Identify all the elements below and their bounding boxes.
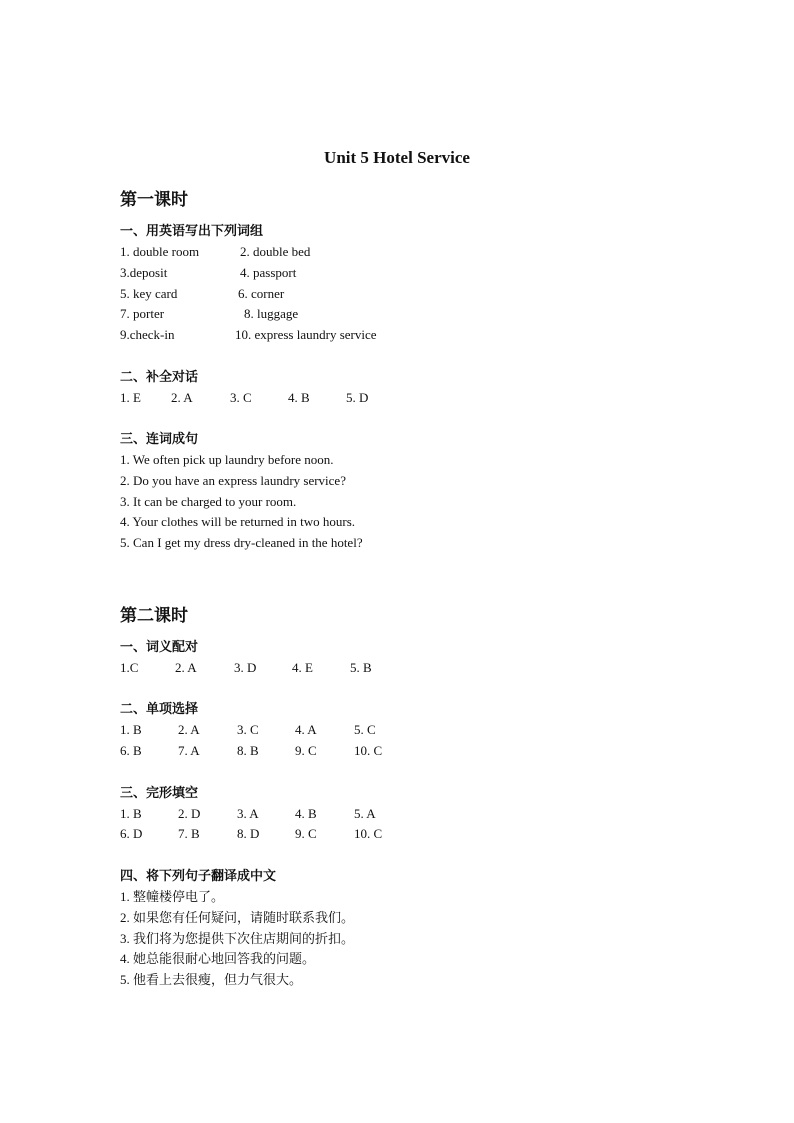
answer-item: 6. B: [120, 743, 142, 758]
answer-item: 5. D: [346, 390, 369, 405]
lesson-1-part-3-heading: 三、连词成句: [120, 431, 199, 446]
answer-item: 10. C: [354, 743, 383, 758]
answer-item: 10. C: [354, 826, 383, 841]
answer-item: 8. D: [237, 826, 260, 841]
answer-item: 1. B: [120, 806, 142, 821]
vocab-item: 7. porter: [120, 306, 165, 321]
answer-item: 2. A: [178, 722, 200, 737]
sentence-line: 5. Can I get my dress dry-cleaned in the hotel?: [120, 535, 363, 550]
lesson-2-part-4-heading: 四、将下列句子翻译成中文: [120, 868, 277, 883]
answer-item: 1. E: [120, 390, 141, 405]
answer-item: 6. D: [120, 826, 143, 841]
sentence-line: 3. It can be charged to your room.: [120, 494, 297, 509]
lesson-1-part-2-heading: 二、补全对话: [120, 369, 199, 384]
vocab-item: 3.deposit: [120, 265, 168, 280]
document-title: Unit 5 Hotel Service: [324, 148, 470, 167]
answer-item: 3. A: [237, 806, 259, 821]
translation-line: 4. 她总能很耐心地回答我的问题。: [120, 951, 316, 966]
answer-item: 5. C: [354, 722, 376, 737]
translation-line: 1. 整幢楼停电了。: [120, 889, 225, 904]
answer-item: 2. A: [175, 660, 197, 675]
vocab-item: 5. key card: [120, 286, 178, 301]
answer-item: 2. D: [178, 806, 201, 821]
answer-item: 4. A: [295, 722, 317, 737]
answer-item: 9. C: [295, 826, 317, 841]
answer-item: 5. A: [354, 806, 376, 821]
lesson-2-part-2-heading: 二、单项选择: [120, 701, 199, 716]
answer-item: 3. D: [234, 660, 257, 675]
answer-item: 4. B: [288, 390, 310, 405]
lesson-1-heading: 第一课时: [120, 190, 188, 209]
answer-item: 8. B: [237, 743, 259, 758]
answer-item: 2. A: [171, 390, 193, 405]
vocab-item: 6. corner: [238, 286, 285, 301]
answer-item: 4. E: [292, 660, 313, 675]
vocab-item: 4. passport: [240, 265, 297, 280]
translation-line: 2. 如果您有任何疑问，请随时联系我们。: [120, 910, 355, 925]
answer-item: 7. B: [178, 826, 200, 841]
vocab-item: 10. express laundry service: [235, 327, 377, 342]
answer-item: 4. B: [295, 806, 317, 821]
sentence-line: 4. Your clothes will be returned in two hours.: [120, 514, 356, 529]
vocab-item: 1. double room: [120, 244, 200, 259]
answer-item: 1.C: [120, 660, 139, 675]
answer-item: 1. B: [120, 722, 142, 737]
answer-item: 9. C: [295, 743, 317, 758]
translation-line: 5. 他看上去很瘦，但力气很大。: [120, 972, 303, 987]
answer-item: 3. C: [230, 390, 252, 405]
vocab-item: 2. double bed: [240, 244, 311, 259]
sentence-line: 2. Do you have an express laundry service?: [120, 473, 346, 488]
vocab-item: 9.check-in: [120, 327, 175, 342]
lesson-2-part-3-heading: 三、完形填空: [120, 785, 199, 800]
translation-line: 3. 我们将为您提供下次住店期间的折扣。: [120, 931, 355, 946]
lesson-2-part-1-heading: 一、词义配对: [120, 639, 199, 654]
lesson-1-part-1-heading: 一、用英语写出下列词组: [120, 223, 264, 238]
answer-item: 3. C: [237, 722, 259, 737]
answer-item: 5. B: [350, 660, 372, 675]
answer-item: 7. A: [178, 743, 200, 758]
vocab-item: 8. luggage: [244, 306, 299, 321]
lesson-2-heading: 第二课时: [120, 606, 188, 625]
sentence-line: 1. We often pick up laundry before noon.: [120, 452, 334, 467]
